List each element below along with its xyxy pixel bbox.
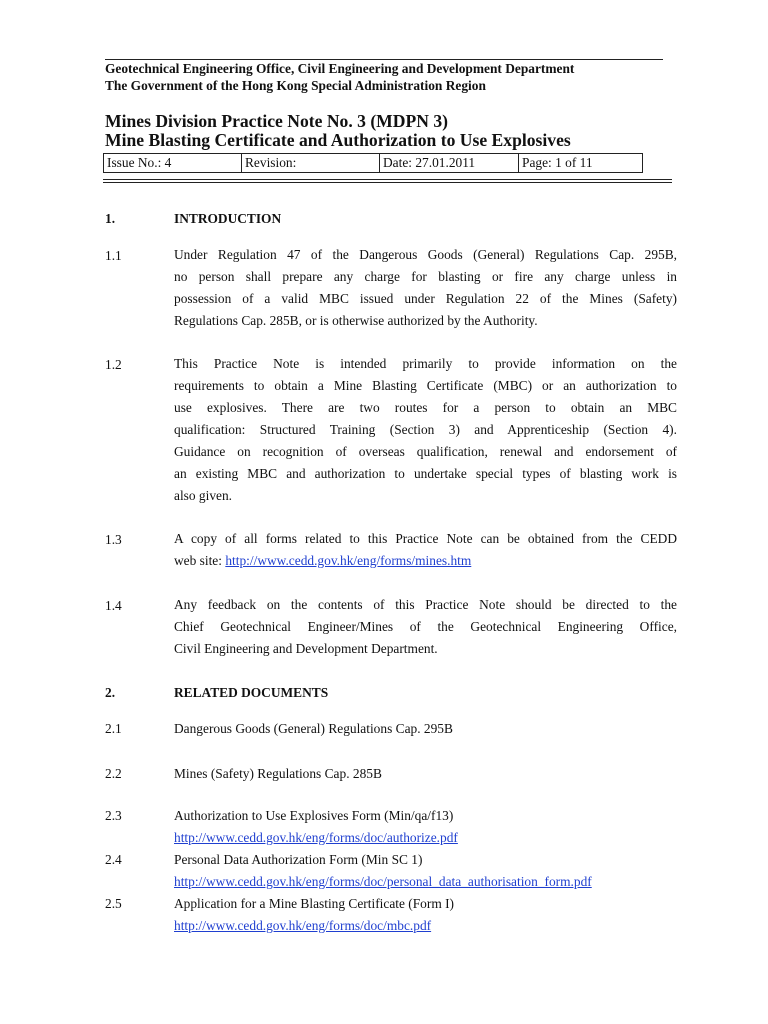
item-2-5-number: 2.5 [105,896,122,911]
para-1-3-number: 1.3 [105,532,122,547]
para-1-2-number: 1.2 [105,357,122,372]
para-line: possession of a valid MBC issued under Regulation 22 of the Mines (Safety) [174,291,677,306]
item-2-4-text: Personal Data Authorization Form (Min SC 1) [174,852,423,867]
top-rule [105,59,663,60]
item-2-4-number: 2.4 [105,852,122,867]
para-line: use explosives. There are two routes for a person to obtain an MBC [174,400,677,415]
para-1-1 [174,244,677,332]
item-2-3-number: 2.3 [105,808,122,823]
item-2-1-text: Dangerous Goods (General) Regulations Cap. 295B [174,721,453,736]
item-2-3-text: Authorization to Use Explosives Form (Min/qa/f13) [174,808,454,823]
section-1-heading: INTRODUCTION [174,211,282,226]
web-site-prefix: web site: [174,553,226,568]
para-line-with-link [174,550,677,572]
para-1-3 [174,528,677,572]
doc-title-line-2: Mine Blasting Certificate and Authorization to Use Explosives [105,130,571,150]
issue-cell: Issue No.: 4 [104,154,242,172]
para-1-4-number: 1.4 [105,598,122,613]
item-2-5-text: Application for a Mine Blasting Certificate (Form I) [174,896,455,911]
para-line: Under Regulation 47 of the Dangerous Goods (General) Regulations Cap. 295B, [174,247,677,262]
para-line: This Practice Note is intended primarily to provide information on the [174,356,677,371]
para-line: qualification: Structured Training (Section 3) and Apprenticeship (Section 4). [174,422,677,437]
section-1-number: 1. [105,211,116,226]
revision-cell: Revision: [242,154,380,172]
para-line: Chief Geotechnical Engineer/Mines of the Geotechnical Engineering Office, [174,619,677,634]
para-line: Guidance on recognition of overseas qualification, renewal and endorsement of [174,444,677,459]
section-2-number: 2. [105,685,116,700]
para-line: Any feedback on the contents of this Practice Note should be directed to the [174,597,677,612]
section-2-heading: RELATED DOCUMENTS [174,685,329,700]
para-line: Regulations Cap. 285B, or is otherwise authorized by the Authority. [174,313,538,328]
cedd-forms-link[interactable]: http://www.cedd.gov.hk/eng/forms/mines.htm [225,553,472,568]
para-1-1-number: 1.1 [105,248,122,263]
para-1-2 [174,353,677,507]
date-cell: Date: 27.01.2011 [380,154,519,172]
authorize-form-link[interactable]: http://www.cedd.gov.hk/eng/forms/doc/authorize.pdf [174,830,458,845]
para-line: also given. [174,488,233,503]
para-line: Civil Engineering and Development Department. [174,641,438,656]
header-double-rule [103,179,672,183]
para-line: A copy of all forms related to this Practice Note can be obtained from the CEDD [174,531,677,546]
page-cell: Page: 1 of 11 [522,155,593,170]
item-2-1-number: 2.1 [105,721,122,736]
item-2-2-text: Mines (Safety) Regulations Cap. 285B [174,766,382,781]
para-line: an existing MBC and authorization to undertake special types of blasting work is [174,466,677,481]
para-line: requirements to obtain a Mine Blasting Certificate (MBC) or an authorization to [174,378,677,393]
item-2-2-number: 2.2 [105,766,122,781]
para-1-4 [174,594,677,660]
doc-title-line-1: Mines Division Practice Note No. 3 (MDPN 3) [105,111,448,131]
doc-meta-table [103,153,643,173]
personal-data-form-link[interactable]: http://www.cedd.gov.hk/eng/forms/doc/personal_data_authorisation_form.pdf [174,874,592,889]
mbc-form-link[interactable]: http://www.cedd.gov.hk/eng/forms/doc/mbc.pdf [174,918,432,933]
org-line-2: The Government of the Hong Kong Special Administration Region [105,78,486,93]
para-line: no person shall prepare any charge for blasting or fire any charge unless in [174,269,677,284]
org-line-1: Geotechnical Engineering Office, Civil Engineering and Development Department [105,61,575,76]
